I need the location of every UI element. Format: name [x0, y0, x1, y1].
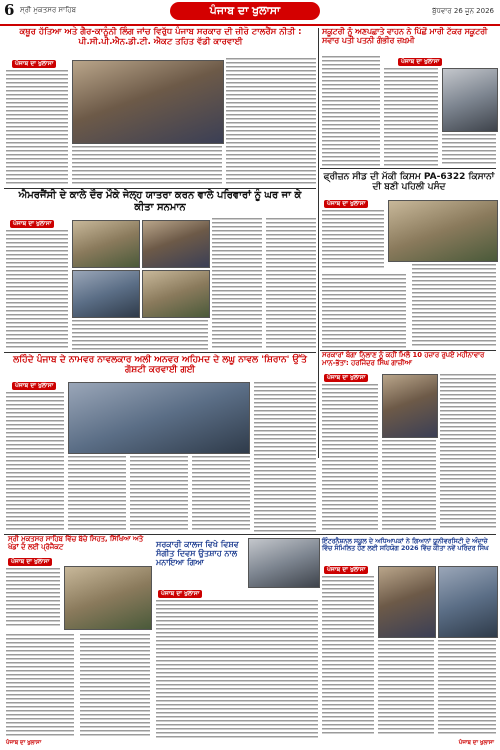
- byline: ਪੰਜਾਬ ਦਾ ਖੁਲਾਸਾ: [324, 374, 368, 382]
- text-column: [266, 218, 316, 350]
- article-body: [322, 566, 496, 738]
- text-column: [72, 320, 208, 350]
- text-column: [438, 640, 496, 736]
- article-headline: ਲਹਿੰਦੇ ਪੰਜਾਬ ਦੇ ਨਾਮਵਰ ਨਾਵਲਕਾਰ ਅਲੀ ਅਨਵਰ ਅਹਿਮਦ ਦੇ ਲਘੂ ਨਾਵਲ 'ਸ਼ਿਰਾਨ' ਉੱਤੇ ਗੋਸ਼ਟੀ ਕਰਵਾਈ ਗਈ: [13, 355, 307, 376]
- article-headline: ਇੰਟਰਨੈਸ਼ਨਲ ਸਕੂਲ ਦੇ ਅਧਿਆਪਕਾਂ ਨੇ ਗਿਆਨਾਂ ਯੂਨੀਵਰਸਿਟੀ ਦੇ ਅੰਦਾਜ਼ੇ ਵਿੱਚ ਸੰਮਿਲਿਤ ਹੋਣ ਲਈ ਸਹਿਯੋਗ 2026 ਵਿੱਚ ਕੀਤਾ ਨਵੇਂ ਪਰਿੰਦਰ ਸਿੰਘ: [322, 538, 489, 553]
- article-body: [156, 590, 318, 738]
- byline: ਪੰਜਾਬ ਦਾ ਖੁਲਾਸਾ: [10, 220, 54, 228]
- article-headline: ਸਕੂਟਰੀ ਨੂੰ ਅਣਪਛਾਤੇ ਵਾਹਨ ਨੇ ਪਿੱਛੋਂ ਮਾਰੀ ਟੱਕਰ ਸਕੂਟਰੀ ਸਵਾਰ ਪਤੀ ਪਤਨੀ ਗੰਭੀਰ ਜ਼ਖ਼ਮੀ: [322, 27, 488, 45]
- text-column: [384, 68, 438, 166]
- news-photo: [388, 200, 498, 262]
- news-photo: [248, 538, 320, 588]
- article-body: [6, 58, 316, 186]
- news-photo: [382, 374, 438, 438]
- text-column: [212, 218, 262, 350]
- byline: ਪੰਜਾਬ ਦਾ ਖੁਲਾਸਾ: [324, 566, 368, 574]
- page-number: 6: [4, 1, 15, 19]
- text-column: [68, 456, 126, 532]
- news-photo: [72, 60, 224, 144]
- text-column: [440, 374, 496, 530]
- byline: ਪੰਜਾਬ ਦਾ ਖੁਲਾਸਾ: [12, 60, 56, 68]
- article-headline: ਸਰਕਾਰੀ ਕਾਲਜ ਵਿਖੇ ਵਿਸ਼ਵ ਸੰਗੀਤ ਦਿਵਸ ਉਤਸ਼ਾਹ ਨਾਲ ਮਨਾਇਆ ਗਿਆ: [156, 540, 239, 568]
- text-column: [322, 210, 384, 270]
- issue-date: ਬੁੱਧਵਾਰ 26 ਜੂਨ 2026: [432, 7, 494, 15]
- article-body: [322, 56, 496, 166]
- text-column: [412, 264, 496, 348]
- paper-name: ਸ੍ਰੀ ਮੁਕਤਸਰ ਸਾਹਿਬ: [20, 6, 77, 14]
- article-headline: ਫ੍ਰੀਜ਼ਨ ਸੀਡ ਦੀ ਮੱਕੀ ਕਿਸਮ PA-6322 ਕਿਸਾਨਾਂ ਦੀ ਬਣੀ ਪਹਿਲੀ ਪਸੰਦ: [323, 172, 495, 193]
- text-column: [442, 134, 496, 166]
- text-column: [6, 230, 68, 350]
- text-column: [6, 70, 68, 186]
- text-column: [80, 634, 150, 738]
- text-column: [382, 440, 436, 530]
- section-divider: [320, 168, 496, 169]
- article-headline: ਐਮਰਜੈਂਸੀ ਦੇ ਕਾਲੇ ਦੌਰ ਮੌਕੇ ਜੇਲ੍ਹ ਯਾਤਰਾ ਕਰਨ ਵਾਲੇ ਪਰਿਵਾਰਾਂ ਨੂੰ ਘਰ ਜਾ ਕੇ ਕੀਤਾ ਸਨਮਾਨ: [18, 190, 302, 213]
- text-column: [254, 382, 316, 532]
- text-column: [6, 392, 64, 532]
- section-divider: [4, 352, 316, 353]
- article-headline: ਸ੍ਰੀ ਮੁਕਤਸਰ ਸਾਹਿਬ ਵਿੱਚ ਬੱਚੇ ਸਿਹਤ, ਸਿੱਖਿਆ ਅਤੇ ਖੇਡਾਂ ਦੇ ਲਈ ਪ੍ਰੋਜੈਕਟ: [8, 535, 144, 551]
- byline: ਪੰਜਾਬ ਦਾ ਖੁਲਾਸਾ: [12, 382, 56, 390]
- news-photo: [142, 270, 210, 318]
- article-headline: ਸਰਕਾਰਾਂ ਬੰਗਾ ਨਿਲਾਣ ਨੂੰ ਕਹੀਂ ਮਿਲੋ 10 ਹਜ਼ਾਰ ਰੁਪਏ ਮਹੀਨਾਵਾਰ ਮਾਨ-ਭੱਤਾ: ਹਰਜਿੰਦਰ ਸਿੰਘ ਗਾਜ਼ੀਆ: [322, 351, 485, 367]
- news-photo: [442, 68, 498, 132]
- byline: ਪੰਜਾਬ ਦਾ ਖੁਲਾਸਾ: [8, 558, 52, 566]
- masthead: [0, 0, 500, 26]
- news-photo: [64, 566, 152, 630]
- column-divider: [318, 28, 319, 458]
- news-photo: [378, 566, 436, 638]
- news-photo: [72, 220, 140, 268]
- section-title: ਪੰਜਾਬ ਦਾ ਖੁਲਾਸਾ: [170, 2, 320, 20]
- text-column: [378, 640, 434, 736]
- text-column: [322, 274, 406, 348]
- article-body: [6, 218, 316, 350]
- news-photo: [438, 566, 498, 638]
- news-photo: [68, 382, 250, 454]
- byline: ਪੰਜਾਬ ਦਾ ਖੁਲਾਸਾ: [324, 200, 368, 208]
- article-body: [322, 374, 496, 530]
- news-photo: [72, 270, 140, 318]
- text-column: [322, 576, 374, 736]
- byline: ਪੰਜਾਬ ਦਾ ਖੁਲਾਸਾ: [398, 58, 442, 66]
- text-column: [226, 58, 316, 186]
- news-photo: [142, 220, 210, 268]
- section-divider: [4, 188, 316, 189]
- text-column: [322, 384, 378, 530]
- footer-credit: ਪੰਜਾਬ ਦਾ ਖੁਲਾਸਾ: [458, 740, 494, 746]
- footer-credit: ਪੰਜਾਬ ਦਾ ਖੁਲਾਸਾ: [6, 740, 42, 746]
- text-column: [156, 600, 318, 738]
- article-body: [322, 200, 496, 348]
- text-column: [72, 146, 222, 186]
- article-body: [6, 382, 316, 532]
- byline: ਪੰਜਾਬ ਦਾ ਖੁਲਾਸਾ: [158, 590, 202, 598]
- text-column: [322, 56, 380, 166]
- text-column: [192, 456, 250, 532]
- article-headline: ਕਥੂਰ ਹੱਤਿਆ ਅਤੇ ਗੈਰ-ਕਾਨੂੰਨੀ ਲਿੰਗ ਜਾਂਚ ਵਿਰੁੱਧ ਪੰਜਾਬ ਸਰਕਾਰ ਦੀ ਜ਼ੀਰੋ ਟਾਲਰੈਂਸ ਨੀਤੀ : ਪੀ.ਸੀ.ਪੀ.ਐਨ.ਡੀ.ਟੀ. ਐਕਟ ਤਹਿਤ ਵੱਡੀ ਕਾਰਵਾਈ: [19, 27, 302, 47]
- text-column: [6, 634, 74, 738]
- text-column: [6, 568, 60, 628]
- text-column: [130, 456, 188, 532]
- article-body: [6, 558, 150, 738]
